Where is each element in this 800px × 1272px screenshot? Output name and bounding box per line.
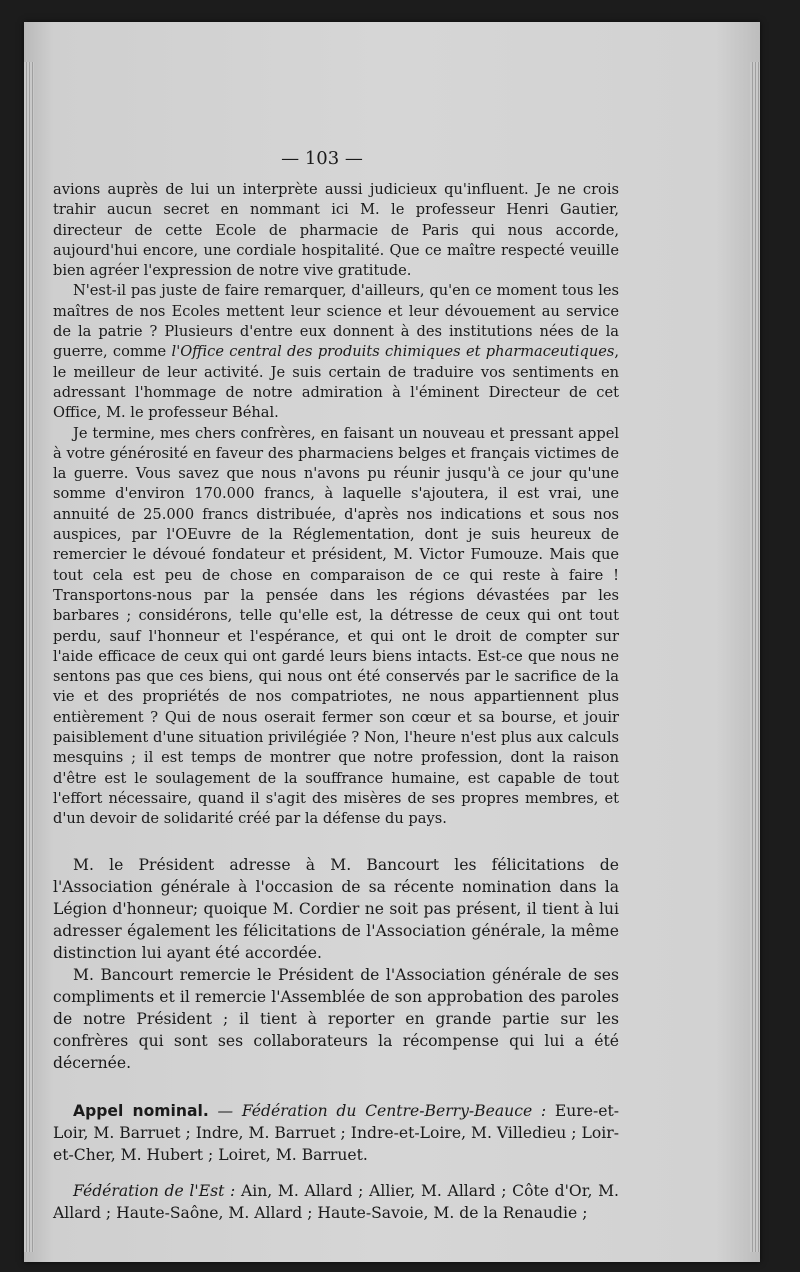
paragraph: avions auprès de lui un interprète aussi judicieux qu'influent. Je ne crois trahir aucun secret en nommant ici M. le professeur Henri Gautier, directeur de cette Ecole de pharmacie de Paris qui nous accorde, aujourd'hui encore, une cordiale hospitalité. Que ce maître respecté veuille bien agréer l'expression de notre vive gratitude. <box>53 181 619 280</box>
federation-name: — Fédération du Centre-Berry-Beauce : <box>217 1101 547 1120</box>
paragraph-text: , le meilleur de leur activité. Je suis certain de traduire vos sentiments en adressant l'hommage de notre admiration à l'éminent Directeur de cet Office, M. le professeur Béhal. <box>53 343 619 422</box>
page-body <box>53 180 619 1238</box>
federation-name: Fédération de l'Est : <box>73 1181 236 1200</box>
roll-call-heading: Appel nominal. <box>73 1101 209 1120</box>
roll-call-paragraph <box>53 1180 619 1224</box>
paragraph <box>53 281 619 423</box>
federation-members: Eure-et-Loir, M. Barruet ; Indre, M. Barruet ; Indre-et-Loire, M. Villedieu ; Loir-et-Cher, M. Hubert ; Loiret, M. Barruet. <box>53 1101 619 1164</box>
page-edge-right <box>750 62 760 1252</box>
minutes-section <box>53 854 619 1074</box>
paragraph: M. le Président adresse à M. Bancourt les félicitations de l'Association générale à l'occasion de sa récente nomination dans la Légion d'honneur; quoique M. Cordier ne soit pas présent, il tient à lui adresser également les félicitations de l'Association générale, la même distinction lui ayant été accordée. <box>53 855 619 962</box>
paragraph-text: N'est-il pas juste de faire remarquer, d'ailleurs, qu'en ce moment tous les maîtres de nos Ecoles mettent leur science et leur dévouement au service de la patrie ? Plusieurs d'entre eux donnent à des institutions nées de la guerre, comme <box>53 282 619 361</box>
page-number: — 103 — <box>281 148 363 169</box>
paragraph: M. Bancourt remercie le Président de l'Association générale de ses compliments et il remercie l'Assemblée de son approbation des paroles de notre Président ; il tient à reporter en grande partie sur les confrères qui sont ses collaborateurs la récompense qui lui a été décernée. <box>53 965 619 1072</box>
italic-title: l'Office central des produits chimiques et pharmaceutiques <box>171 343 615 361</box>
page-edge-left <box>24 62 34 1252</box>
federation-members: Ain, M. Allard ; Allier, M. Allard ; Côte d'Or, M. Allard ; Haute-Saône, M. Allard ; Haute-Savoie, M. de la Renaudie ; <box>53 1181 620 1222</box>
roll-call-paragraph <box>53 1100 619 1166</box>
roll-call-section <box>53 1100 619 1224</box>
paragraph: Je termine, mes chers confrères, en faisant un nouveau et pressant appel à votre générosité en faveur des pharmaciens belges et français victimes de la guerre. Vous savez que nous n'avons pu réunir jusqu'à ce jour qu'une somme d'environ 170.000 francs, à laquelle s'ajoutera, il est vrai, une annuité de 25.000 francs distribuée, d'après nos indications et sous nos auspices, par l'OEuvre de la Réglementation, dont je suis heureux de remercier le dévoué fondateur et président, M. Victor Fumouze. Mais que tout cela est peu de chose en comparaison de ce qui reste à faire ! Transportons-nous par la pensée dans les régions dévastées par les barbares ; considérons, telle qu'elle est, la détresse de ceux qui ont tout perdu, sauf l'honneur et l'espérance, et qui ont le droit de compter sur l'aide efficace de ceux qui ont gardé leurs biens intacts. Est-ce que nous ne sentons pas que ces biens, qui nous ont été conservés par le sacrifice de la vie et des propriétés de nos compatriotes, ne nous appartiennent plus entièrement ? Qui de nous oserait fermer son cœur et sa bourse, et jouir paisiblement d'une situation privilégiée ? Non, l'heure n'est plus aux calculs mesquins ; il est temps de montrer que notre profession, dont la raison d'être est le soulagement de la souffrance humaine, est capable de tout l'effort nécessaire, quand il s'agit des misères de ses propres membres, et d'un devoir de solidarité créé par la défense du pays. <box>53 424 619 828</box>
